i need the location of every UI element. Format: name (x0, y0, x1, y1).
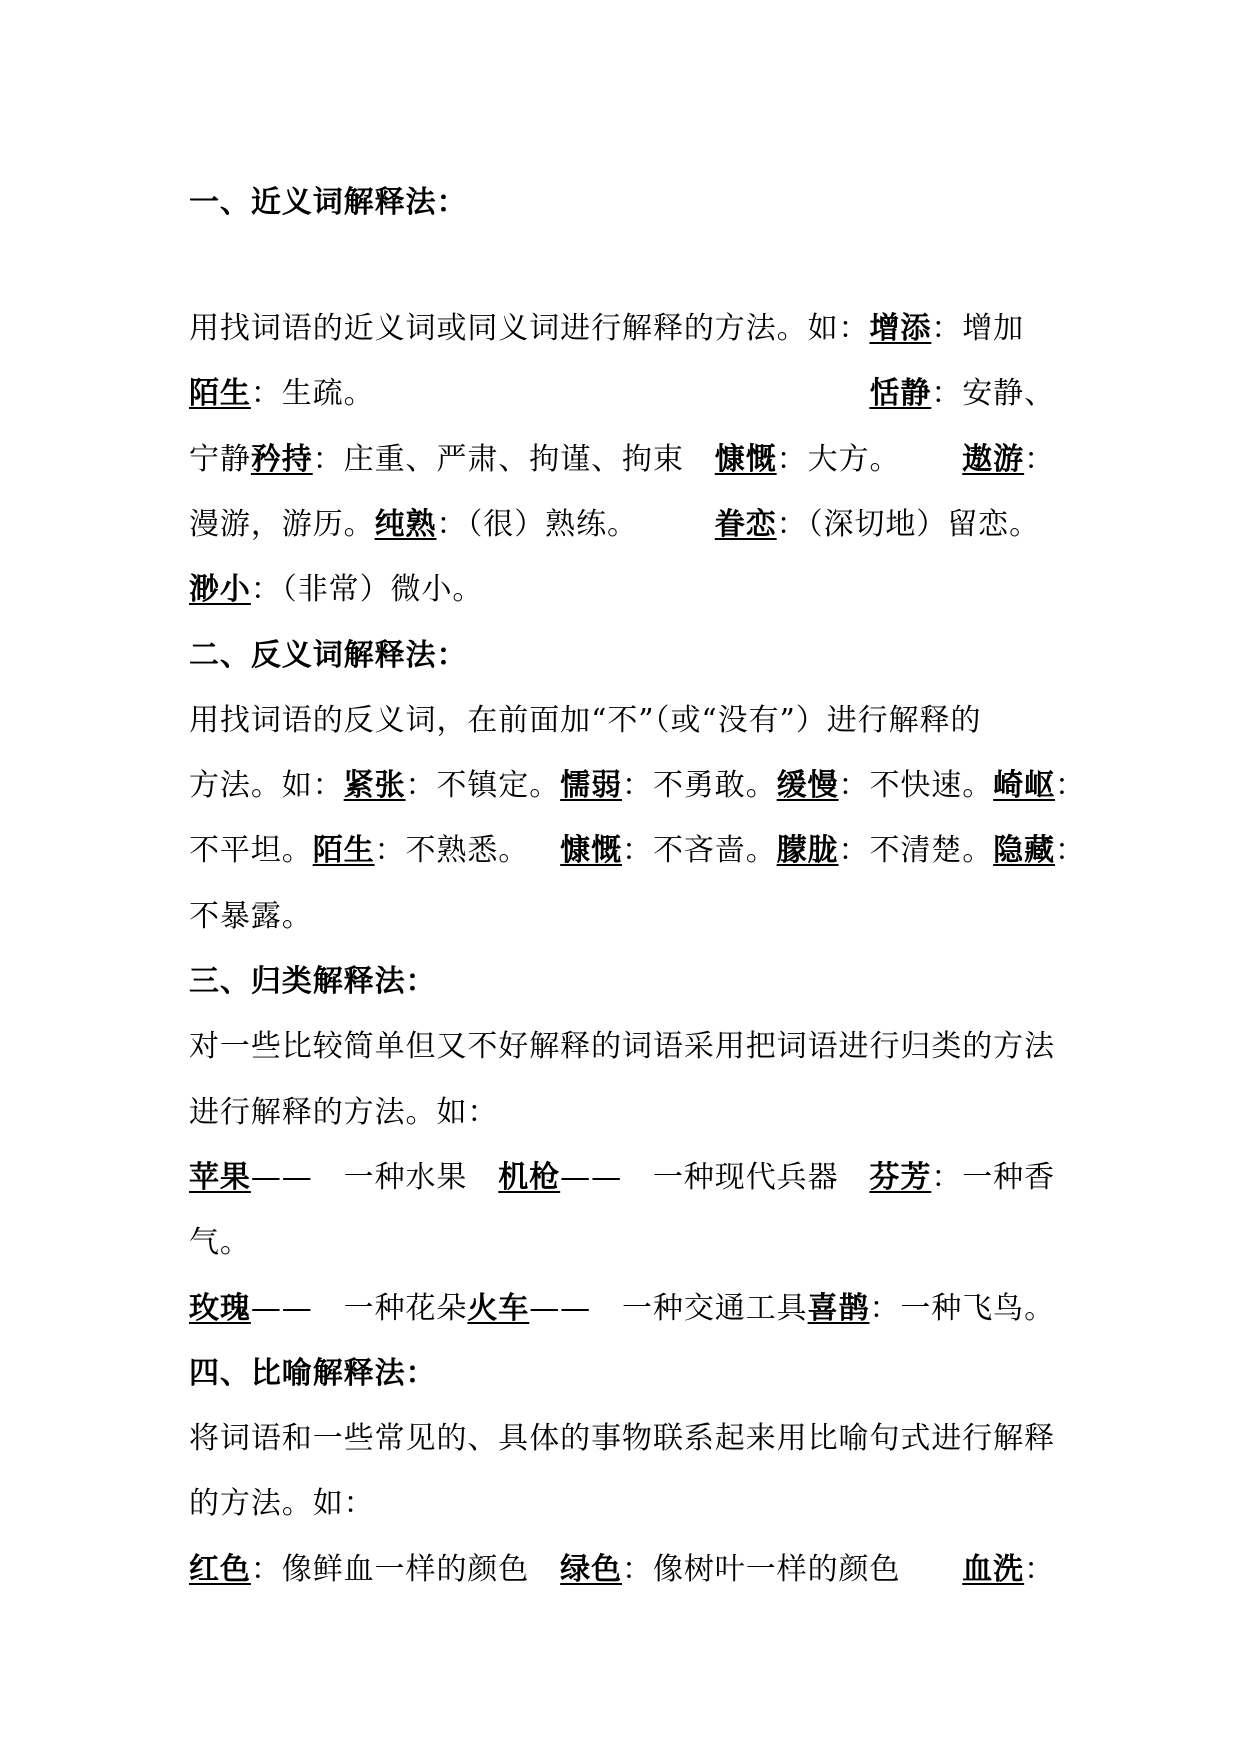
definition: ：（很）熟练。 (436, 507, 638, 542)
term: 陌生 (189, 376, 251, 411)
dash-separator: —— (250, 1291, 313, 1326)
definition: ：不熟悉。 (374, 833, 530, 868)
term: 火车 (467, 1291, 530, 1326)
term: 芬芳 (869, 1160, 932, 1195)
text-line (0, 897, 1240, 937)
term: 恬静 (869, 376, 932, 411)
text-line (0, 1289, 1240, 1329)
definition: ： (1055, 833, 1086, 868)
dash-separator: —— (560, 1160, 623, 1195)
text-line (0, 1158, 1240, 1198)
definition: 一种花朵 (343, 1291, 468, 1326)
term: 绿色 (560, 1552, 623, 1587)
text-line (0, 1027, 1240, 1067)
definition: ：一种飞鸟。 (869, 1291, 1056, 1326)
text-line (0, 440, 1240, 480)
term: 眷恋 (714, 507, 777, 542)
definition: ：不清楚。 (838, 833, 994, 868)
dash-separator: —— (250, 1160, 313, 1195)
section-heading: 二、反义词解释法： (189, 638, 468, 673)
text-line (0, 701, 1240, 741)
definition: ：（非常）微小。 (250, 572, 484, 607)
definition: ：增加 (931, 311, 1025, 346)
term: 懦弱 (560, 768, 623, 803)
definition: ：生疏。 (250, 376, 375, 411)
term: 玫瑰 (189, 1291, 251, 1326)
definition: ：庄重、严肃、拘谨、拘束 (312, 442, 684, 477)
term: 纯熟 (374, 507, 437, 542)
dash-separator: —— (529, 1291, 592, 1326)
section-heading: 三、归类解释法： (189, 964, 437, 999)
body-text: 对一些比较简单但又不好解释的词语采用把词语进行归类的方法 (189, 1029, 1056, 1064)
term: 增添 (869, 311, 932, 346)
text-line (0, 1550, 1240, 1590)
definition: 一种现代兵器 (652, 1160, 839, 1195)
term: 崎岖 (993, 768, 1056, 803)
term: 遨游 (962, 442, 1025, 477)
term: 缓慢 (776, 768, 839, 803)
term: 红色 (189, 1552, 251, 1587)
text-line (0, 374, 1240, 414)
definition: ：一种香 (931, 1160, 1056, 1195)
text-line (0, 1223, 1240, 1263)
definition: ： (1024, 442, 1056, 477)
definition: 不平坦。 (189, 833, 313, 868)
definition: 不暴露。 (189, 899, 313, 934)
term: 隐藏 (993, 833, 1056, 868)
term: 机枪 (498, 1160, 561, 1195)
definition: ：大方。 (776, 442, 901, 477)
definition: 气。 (189, 1225, 251, 1260)
section-heading-line (0, 1354, 1240, 1394)
definition: 漫游，游历。 (189, 507, 375, 542)
section-heading-line (0, 962, 1240, 1002)
definition: 宁静 (189, 442, 251, 477)
definition: ：不吝啬。 (622, 833, 777, 868)
section-heading-line (0, 636, 1240, 676)
term: 血洗 (962, 1552, 1025, 1587)
body-text: 方法。如： (189, 768, 344, 803)
definition: 一种水果 (343, 1160, 468, 1195)
term: 慷慨 (714, 442, 777, 477)
text-line (0, 570, 1240, 610)
definition: ： (1024, 1552, 1056, 1587)
text-line (0, 1484, 1240, 1524)
term: 喜鹊 (807, 1291, 870, 1326)
body-text: 用找词语的近义词或同义词进行解释的方法。如： (189, 311, 870, 346)
text-line (0, 1419, 1240, 1459)
definition: ：不勇敢。 (622, 768, 777, 803)
definition: ：不镇定。 (405, 768, 561, 803)
term: 苹果 (189, 1160, 251, 1195)
definition: ：像树叶一样的颜色 (622, 1552, 901, 1587)
term: 慷慨 (560, 833, 623, 868)
definition: ：（深切地）留恋。 (776, 507, 1041, 542)
definition: ：不快速。 (838, 768, 994, 803)
term: 渺小 (189, 572, 251, 607)
text-line (0, 831, 1240, 871)
term: 矜持 (250, 442, 313, 477)
section-heading-line (0, 183, 1240, 223)
section-heading: 四、比喻解释法： (189, 1356, 437, 1391)
text-line (0, 505, 1240, 545)
definition: ： (1055, 768, 1086, 803)
text-line (0, 1093, 1240, 1133)
text-line (0, 766, 1240, 806)
section-heading: 一、近义词解释法： (189, 185, 468, 220)
definition: ：安静、 (931, 376, 1056, 411)
term: 朦胧 (776, 833, 839, 868)
body-text: 用找词语的反义词，在前面加“不”（或“没有”）进行解释的 (189, 703, 982, 738)
body-text: 将词语和一些常见的、具体的事物联系起来用比喻句式进行解释 (189, 1421, 1056, 1456)
text-line (0, 309, 1240, 349)
body-text: 进行解释的方法。如： (189, 1095, 499, 1130)
definition: ：像鲜血一样的颜色 (250, 1552, 530, 1587)
body-text: 的方法。如： (189, 1486, 375, 1521)
term: 陌生 (312, 833, 375, 868)
definition: 一种交通工具 (622, 1291, 808, 1326)
term: 紧张 (343, 768, 406, 803)
